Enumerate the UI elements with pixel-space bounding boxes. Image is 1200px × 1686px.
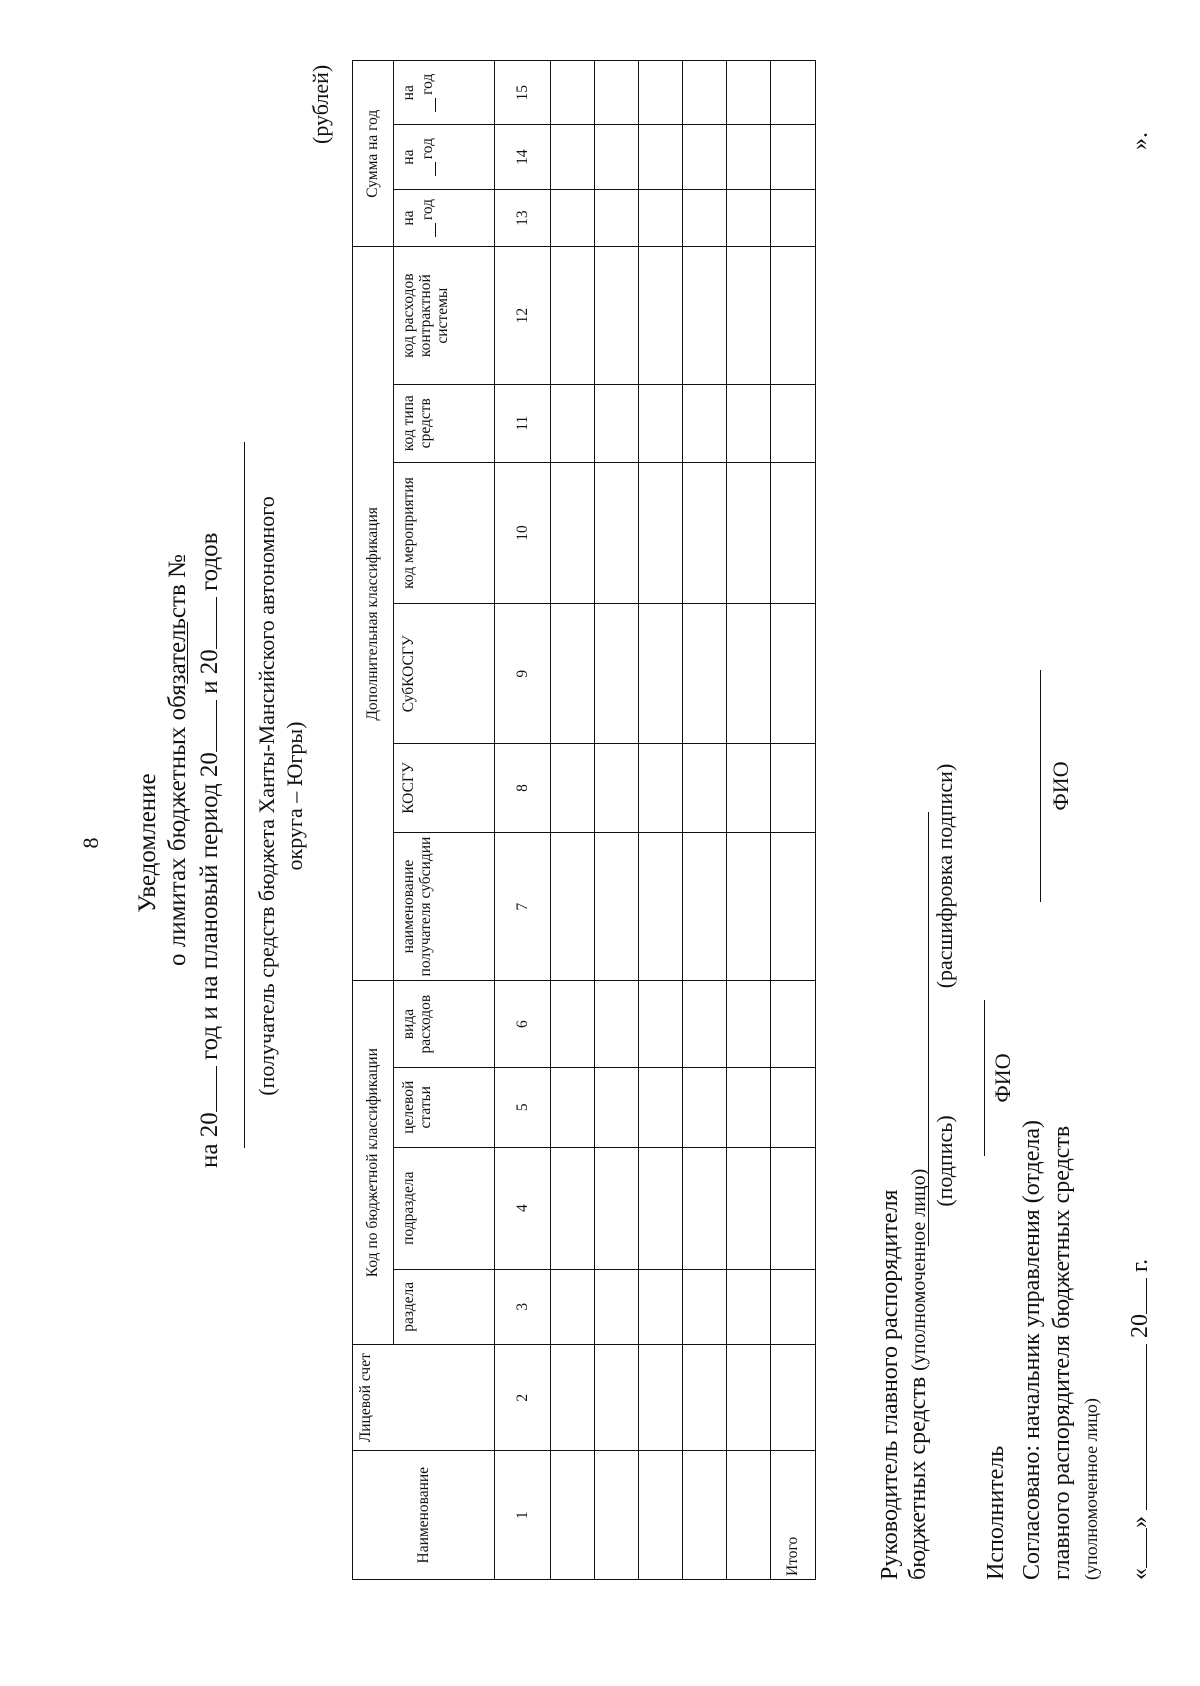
table-row (639, 61, 683, 1580)
agreed-line-3: (уполномоченное лицо) (1081, 1398, 1101, 1580)
table-cell[interactable] (726, 61, 770, 125)
table-cell[interactable] (770, 744, 815, 833)
table-cell[interactable] (770, 125, 815, 189)
currency-note: (рублей) (308, 64, 333, 144)
year-3-prefix: на (399, 85, 417, 101)
table-cell[interactable] (551, 1451, 595, 1580)
table-cell[interactable] (770, 832, 815, 981)
header-account: Лицевой счет (353, 1344, 495, 1450)
table-cell[interactable] (770, 1344, 815, 1450)
column-numbers-row (494, 61, 550, 1580)
table-cell[interactable] (639, 125, 683, 189)
table-cell[interactable] (551, 247, 595, 385)
plan-year-2-blank (196, 597, 217, 649)
table-cell[interactable] (551, 604, 595, 744)
table-cell[interactable] (726, 462, 770, 604)
table-cell[interactable] (595, 744, 639, 833)
col-number: 9 (494, 604, 550, 744)
header-contract-expense-code: код расходов контрактной системы (393, 247, 494, 385)
recipient-line (244, 442, 245, 1148)
header-section: раздела (393, 1269, 494, 1344)
table-cell[interactable] (639, 1067, 683, 1147)
table-cell[interactable] (595, 125, 639, 189)
table-cell[interactable] (595, 1147, 639, 1269)
decoding-line[interactable] (928, 812, 929, 1128)
table-cell[interactable] (726, 604, 770, 744)
head-label-authorized: (уполномоченное лицо) (908, 1168, 930, 1371)
table-cell[interactable] (683, 247, 727, 385)
trailing-quote: ». (1127, 132, 1153, 150)
table-cell[interactable] (770, 1147, 815, 1269)
executor-fio-label: ФИО (990, 1053, 1015, 1103)
agreed-line-1: Согласовано: начальник управления (отдела) (1019, 1119, 1045, 1580)
table-cell[interactable] (639, 1147, 683, 1269)
table-cell[interactable] (726, 384, 770, 462)
year-1-suffix: год (418, 198, 436, 221)
head-label-line-1: Руководитель главного распорядителя (877, 1189, 903, 1580)
year-1-prefix: на (399, 210, 417, 226)
page-number: 8 (78, 837, 103, 849)
table-cell[interactable] (683, 981, 727, 1068)
total-row (770, 61, 815, 1580)
date-close-quote: » (1127, 1516, 1153, 1528)
header-kosgu: КОСГУ (393, 744, 494, 833)
table-cell[interactable] (726, 1147, 770, 1269)
table-cell[interactable] (726, 247, 770, 385)
period-year-prefix: на 20 (196, 1112, 223, 1168)
head-label-line-2-text: бюджетных средств (905, 1376, 931, 1580)
table-cell[interactable] (639, 744, 683, 833)
table-cell[interactable] (683, 832, 727, 981)
agreed-fio-label: ФИО (1048, 761, 1073, 811)
table-cell[interactable] (551, 189, 595, 247)
header-row-1 (353, 61, 394, 1580)
table-cell[interactable] (595, 189, 639, 247)
col-number: 1 (494, 1451, 550, 1580)
table-cell[interactable] (683, 384, 727, 462)
recipient-caption-2: округа – Югры) (282, 721, 307, 871)
title-line-3 (195, 533, 225, 1168)
header-event-code: код мероприятия (393, 462, 494, 604)
table-cell[interactable] (639, 247, 683, 385)
col-number: 2 (494, 1344, 550, 1450)
col-number: 5 (494, 1067, 550, 1147)
table-cell[interactable] (639, 1344, 683, 1450)
col-number: 10 (494, 462, 550, 604)
table-cell[interactable] (639, 189, 683, 247)
table-cell[interactable] (726, 1344, 770, 1450)
table-cell[interactable] (551, 1147, 595, 1269)
col-number: 13 (494, 189, 550, 247)
limits-table (352, 60, 816, 1580)
table-cell[interactable] (726, 1451, 770, 1580)
table-cell[interactable] (595, 247, 639, 385)
year-2-suffix-wrap (419, 128, 436, 185)
header-year-3 (393, 61, 494, 125)
date-line (1126, 1259, 1154, 1580)
table-cell[interactable] (770, 462, 815, 604)
current-year-blank (196, 1066, 217, 1112)
header-budget-code-group: Код по бюджетной классификации (353, 981, 394, 1345)
date-year-suffix: г. (1127, 1258, 1153, 1272)
table-cell[interactable] (595, 61, 639, 125)
total-label: Итого (770, 1451, 815, 1580)
col-number: 3 (494, 1269, 550, 1344)
year-2-prefix: на (399, 149, 417, 165)
table-cell[interactable] (595, 1451, 639, 1580)
table-cell[interactable] (770, 1067, 815, 1147)
table-cell[interactable] (683, 744, 727, 833)
table-cell[interactable] (770, 384, 815, 462)
table-cell[interactable] (595, 981, 639, 1068)
title-line-2 (163, 554, 193, 966)
table-cell[interactable] (639, 832, 683, 981)
table-cell[interactable] (551, 1344, 595, 1450)
year-2-blank (423, 162, 436, 176)
year-3-suffix-wrap (419, 64, 436, 121)
date-day-blank[interactable] (1126, 1528, 1147, 1568)
signature-line[interactable] (928, 1128, 929, 1246)
table-cell[interactable] (683, 1451, 727, 1580)
table-cell[interactable] (639, 462, 683, 604)
document-title: Уведомление (134, 773, 161, 913)
table-cell[interactable] (595, 604, 639, 744)
table-row (683, 61, 727, 1580)
header-subsection: подраздела (393, 1147, 494, 1269)
table-cell[interactable] (770, 189, 815, 247)
header-expense-type: вида расходов (393, 981, 494, 1068)
agreed-fio-line[interactable] (1040, 670, 1041, 902)
table-cell[interactable] (639, 981, 683, 1068)
header-sum-group: Сумма на год (353, 61, 394, 247)
executor-label: Исполнитель (983, 1445, 1009, 1580)
table-cell[interactable] (551, 61, 595, 125)
col-number: 8 (494, 744, 550, 833)
recipient-caption-1: (получатель средств бюджета Ханты-Мансийского автономного (254, 496, 279, 1096)
planning-period-text: год и на плановый период 20 (196, 752, 223, 1061)
table-cell[interactable] (595, 462, 639, 604)
table-row (551, 61, 595, 1580)
year-3-blank (423, 98, 436, 112)
table-cell[interactable] (770, 61, 815, 125)
table-cell[interactable] (726, 981, 770, 1068)
table-cell[interactable] (595, 384, 639, 462)
col-number: 14 (494, 125, 550, 189)
table-cell[interactable] (683, 1269, 727, 1344)
table-cell[interactable] (683, 1067, 727, 1147)
table-cell[interactable] (639, 604, 683, 744)
header-year-1 (393, 189, 494, 247)
header-recipient-name: наименование получателя субсидии (393, 832, 494, 981)
header-subkosgu: СубКОСГУ (393, 604, 494, 744)
col-number: 7 (494, 832, 550, 981)
table-row (726, 61, 770, 1580)
col-number: 11 (494, 384, 550, 462)
date-year-blank[interactable] (1126, 1278, 1147, 1314)
table-cell[interactable] (683, 125, 727, 189)
table-cell[interactable] (726, 1067, 770, 1147)
signature-caption: (подпись) (932, 1115, 957, 1207)
table-cell[interactable] (726, 189, 770, 247)
budget-limits-table (352, 60, 816, 1580)
year-3-suffix: год (418, 73, 436, 95)
table-cell[interactable] (551, 981, 595, 1068)
table-cell[interactable] (726, 832, 770, 981)
notice-number-blank (187, 622, 188, 684)
table-row (595, 61, 639, 1580)
table-cell[interactable] (639, 61, 683, 125)
table-cell[interactable] (683, 1344, 727, 1450)
table-cell[interactable] (726, 125, 770, 189)
table-cell[interactable] (726, 1269, 770, 1344)
table-cell[interactable] (639, 1451, 683, 1580)
table-cell[interactable] (683, 604, 727, 744)
col-number: 15 (494, 61, 550, 125)
table-cell[interactable] (683, 462, 727, 604)
table-cell[interactable] (551, 462, 595, 604)
table-cell[interactable] (595, 832, 639, 981)
date-month-blank[interactable] (1126, 1344, 1147, 1510)
table-cell[interactable] (726, 744, 770, 833)
table-cell[interactable] (683, 1147, 727, 1269)
table-cell[interactable] (639, 1269, 683, 1344)
table-cell[interactable] (551, 1067, 595, 1147)
table-cell[interactable] (595, 1344, 639, 1450)
header-fund-type-code: код типа средств (393, 384, 494, 462)
col-number: 12 (494, 247, 550, 385)
plan-year-1-blank (196, 700, 217, 752)
header-year-2 (393, 125, 494, 189)
table-cell[interactable] (551, 832, 595, 981)
table-cell[interactable] (551, 1269, 595, 1344)
table-cell[interactable] (595, 1269, 639, 1344)
agreed-line-2: главного распорядителя бюджетных средств (1049, 1125, 1075, 1580)
header-additional-group: Дополнительная классификация (353, 247, 394, 981)
table-cell[interactable] (770, 981, 815, 1068)
year-2-suffix: год (418, 138, 436, 160)
table-cell[interactable] (551, 744, 595, 833)
table-cell[interactable] (770, 604, 815, 744)
executor-line[interactable] (984, 1000, 985, 1156)
header-target-item: целевой статьи (393, 1067, 494, 1147)
col-number: 4 (494, 1147, 550, 1269)
table-cell[interactable] (551, 125, 595, 189)
year-1-suffix-wrap (419, 193, 436, 244)
year-1-blank (423, 223, 436, 237)
col-number: 6 (494, 981, 550, 1068)
table-cell[interactable] (683, 189, 727, 247)
date-open-quote: « (1127, 1568, 1153, 1580)
years-word: годов (196, 532, 223, 591)
date-year-prefix: 20 (1127, 1314, 1153, 1338)
table-cell[interactable] (595, 1067, 639, 1147)
header-name: Наименование (353, 1451, 495, 1580)
and-year-text: и 20 (196, 649, 223, 694)
table-cell[interactable] (639, 384, 683, 462)
table-cell[interactable] (551, 384, 595, 462)
decoding-caption: (расшифровка подписи) (932, 763, 957, 989)
table-cell[interactable] (770, 1269, 815, 1344)
table-data-rows (551, 61, 771, 1580)
table-cell[interactable] (683, 61, 727, 125)
table-cell[interactable] (770, 247, 815, 385)
title-line-2-text: о лимитах бюджетных обязательств № (164, 554, 191, 966)
